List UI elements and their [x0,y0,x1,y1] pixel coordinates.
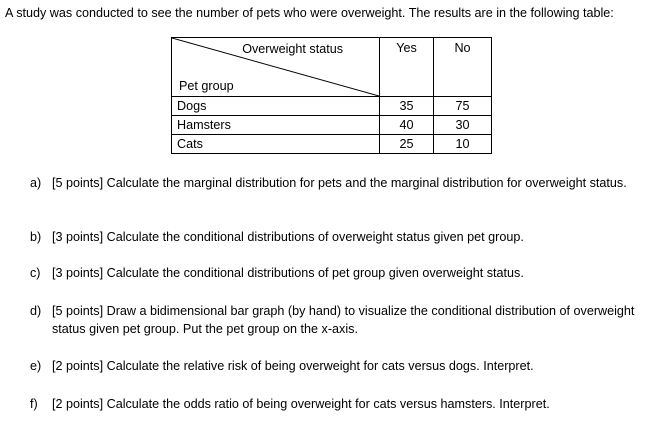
cell-yes: 25 [380,135,434,154]
diagonal-header-cell [172,38,380,97]
question-a [30,174,650,192]
column-header-yes: Yes [380,38,434,97]
table-row [172,97,492,116]
cell-yes: 35 [380,97,434,116]
question-letter: a) [30,176,42,190]
question-f [30,395,650,413]
question-letter: b) [30,230,42,244]
table-row [172,135,492,154]
question-b [30,228,650,246]
row-label: Cats [172,135,380,154]
cell-no: 30 [434,116,492,135]
question-letter: f) [30,397,38,411]
table-row [172,116,492,135]
question-text: [2 points] Calculate the relative risk of being overweight for cats versus dogs. Interpret. [52,359,534,373]
cell-yes: 40 [380,116,434,135]
table-header-row [172,38,492,97]
cell-no: 10 [434,135,492,154]
question-letter: d) [30,304,42,318]
column-header-no: No [434,38,492,97]
cell-no: 75 [434,97,492,116]
question-text: [5 points] Calculate the marginal distribution for pets and the marginal distribution for overweight status. [52,176,627,190]
row-label: Dogs [172,97,380,116]
question-text: [3 points] Calculate the conditional distributions of overweight status given pet group. [52,230,524,244]
question-d [30,302,650,338]
question-text: [2 points] Calculate the odds ratio of being overweight for cats versus hamsters. Interpret. [52,397,550,411]
pets-overweight-table [171,37,492,154]
column-variable-label: Overweight status [242,42,343,56]
question-c [30,264,650,282]
question-text: [5 points] Draw a bidimensional bar graph (by hand) to visualize the conditional distribution of overweight status given pet group. Put the pet group on the x-axis. [52,304,635,336]
row-label: Hamsters [172,116,380,135]
row-variable-label: Pet group [179,79,234,93]
question-letter: c) [30,266,41,280]
intro-paragraph: A study was conducted to see the number of pets who were overweight. The results are in the following table: [5,6,614,20]
question-text: [3 points] Calculate the conditional distributions of pet group given overweight status. [52,266,524,280]
question-letter: e) [30,359,42,373]
question-e [30,357,650,375]
